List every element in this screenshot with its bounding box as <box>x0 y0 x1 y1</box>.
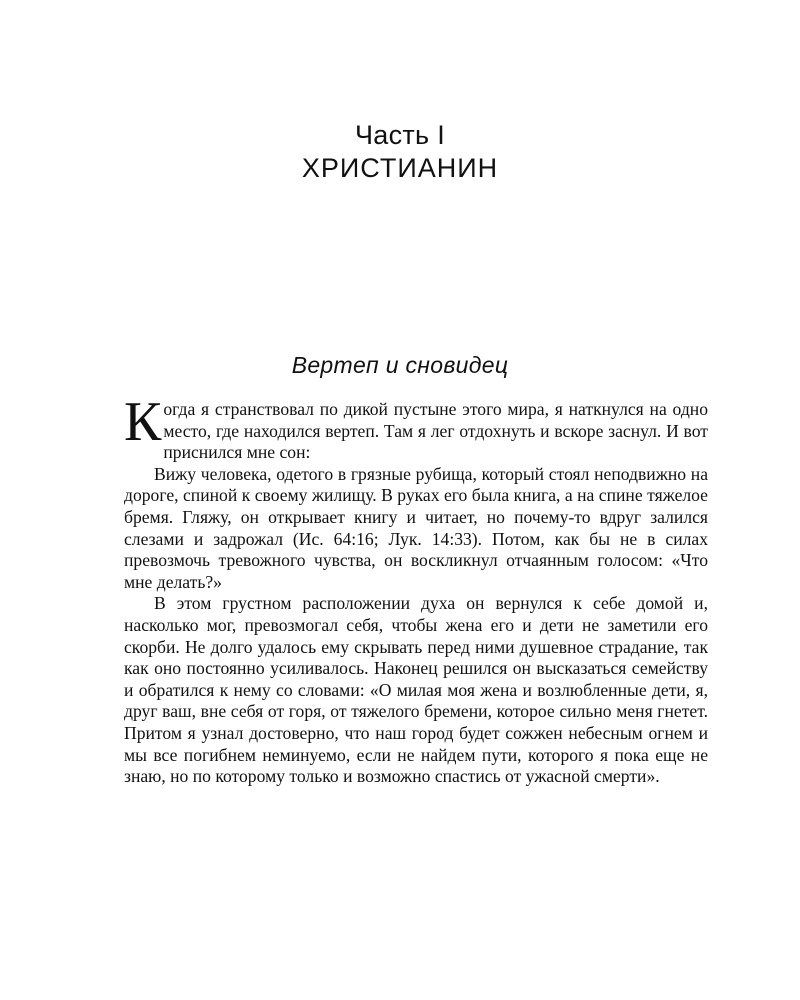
paragraph-third: В этом грустном расположении духа он вернулся к себе домой и, насколько мог, превозмогал себя, чтобы жена его и дети не заметили его скорби. Не долго удалось ему скрывать перед ними душевное страдание, так как оно постоянно усиливалось. Наконец решился он высказаться семейству и обратился к нему со словами: «О милая моя жена и возлюбленные дети, я, друг ваш, вне себя от горя, от тяжелого бремени, которое сильно меня гнетет. Притом я узнал достоверно, что наш город будет сожжен небесным огнем и мы все погибнем неминуемо, если не найдем пути, которого я пока еще не знаю, но по которому только и возможно спастись от ужасной смерти». <box>124 593 708 787</box>
part-title: ХРИСТИАНИН <box>301 153 499 183</box>
part-header <box>0 118 800 184</box>
chapter-title: Вертеп и сновидец <box>291 352 509 378</box>
drop-cap: К <box>124 391 162 453</box>
paragraph-first-text: огда я странствовал по дикой пустыне этого мира, я наткнулся на одно место, где находился вертеп. Там я лег отдохнуть и вскоре заснул. И вот приснился мне сон: <box>163 399 708 463</box>
paragraph-second: Вижу человека, одетого в грязные рубища, который стоял неподвижно на дороге, спиной к своему жилищу. В руках его была книга, а на спине тяжелое бремя. Гляжу, он открывает книгу и читает, но почему-то вдруг залился слезами и задрожал (Ис. 64:16; Лук. 14:33). Потом, как бы не в силах превозмочь тревожного чувства, он воскликнул отчаянным голосом: «Что мне делать?» <box>124 463 708 592</box>
body-text <box>124 391 708 788</box>
part-label: Часть I <box>354 120 446 150</box>
paragraph-first <box>124 391 708 464</box>
